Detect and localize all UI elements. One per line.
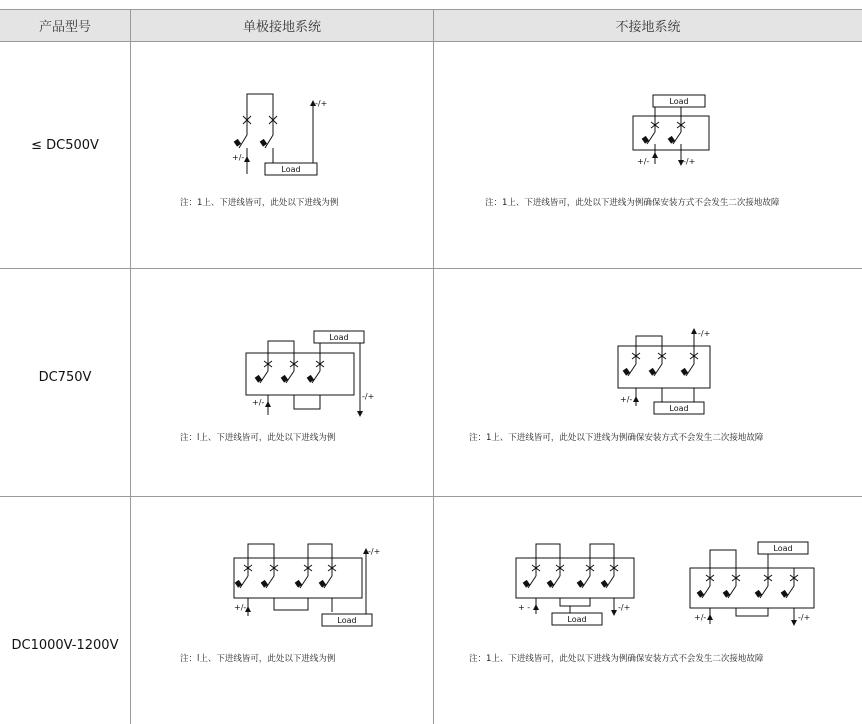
load-label: Load <box>337 616 357 625</box>
pos-neg-label: +/- <box>637 157 650 166</box>
pos-neg-label: +/- <box>232 153 245 162</box>
header-model: 产品型号 <box>0 9 130 41</box>
neg-pos-label: -/+ <box>362 392 375 401</box>
neg-pos-label: -/+ <box>798 613 811 622</box>
neg-pos-label: -/+ <box>698 329 711 338</box>
pos-neg-label: +/- <box>234 603 247 612</box>
wiring-diagram-500v-ungrounded <box>625 92 715 177</box>
load-label: Load <box>567 615 587 624</box>
wiring-diagram-750v-ungrounded <box>612 326 722 418</box>
pos-neg-label: +/- <box>252 398 265 407</box>
load-label: Load <box>669 404 689 413</box>
neg-pos-label: -/+ <box>315 99 328 108</box>
load-label: Load <box>281 165 301 174</box>
note-500v-ungrounded: 注：1上、下进线皆可，此处以下进线为例确保安装方式不会发生二次接地故障 <box>485 198 780 208</box>
load-label: Load <box>669 97 689 106</box>
neg-pos-label: -/+ <box>368 547 381 556</box>
note-1200v-ungrounded: 注：1上、下进线皆可，此处以下进线为例确保安装方式不会发生二次接地故障 <box>469 654 764 664</box>
neg-pos-label: -/+ <box>618 603 631 612</box>
pos-neg-label: +/- <box>694 613 707 622</box>
header-ungrounded: 不接地系统 <box>434 9 862 41</box>
column-divider <box>130 9 131 724</box>
wiring-diagram-500v-single <box>225 90 335 185</box>
model-label-750v: DC750V <box>38 370 92 385</box>
pos-neg-label: +/- <box>620 395 633 404</box>
load-label: Load <box>773 544 793 553</box>
plus-minus-label: + - <box>518 603 531 612</box>
neg-pos-label: -/+ <box>683 157 696 166</box>
wiring-diagram-1200v-single <box>228 538 388 633</box>
note-500v-single: 注：1上、下进线皆可，此处以下进线为例 <box>180 198 339 208</box>
model-label-500v: ≤ DC500V <box>31 138 99 153</box>
model-label-1000v-1200v: DC1000V-1200V <box>11 638 119 653</box>
note-750v-single: 注：l上、下进线皆可，此处以下进线为例 <box>180 433 336 443</box>
note-1200v-single: 注：l上、下进线皆可，此处以下进线为例 <box>180 654 336 664</box>
wiring-diagram-1200v-ungrounded-b <box>686 536 826 632</box>
column-divider <box>433 9 434 724</box>
load-label: Load <box>329 333 349 342</box>
header-single-pole-grounded: 单极接地系统 <box>131 9 433 41</box>
wiring-diagram-750v-single <box>236 327 376 422</box>
wiring-diagram-1200v-ungrounded-a <box>510 538 640 633</box>
note-750v-ungrounded: 注：1上、下进线皆可，此处以下进线为例确保安装方式不会发生二次接地故障 <box>469 433 764 443</box>
